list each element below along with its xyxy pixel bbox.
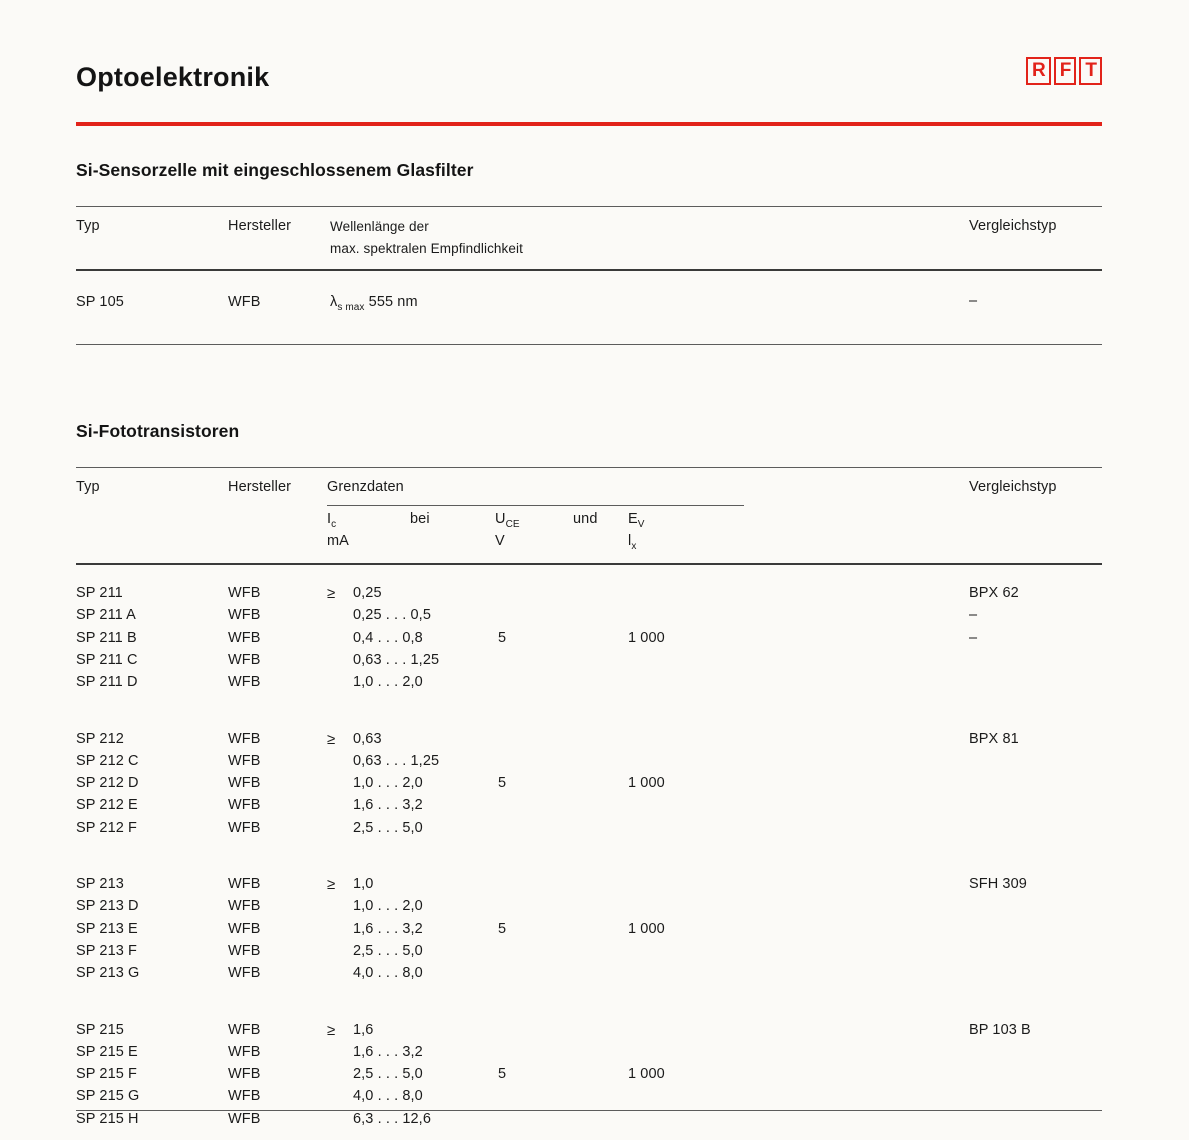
table2-cell-ic: 1,0 . . . 2,0	[353, 674, 423, 691]
table2-cell-typ: SP 213 G	[76, 965, 140, 982]
table2-cell-typ: SP 215 F	[76, 1066, 137, 1083]
table2-cell-hersteller: WFB	[228, 585, 261, 601]
table2-cell-typ: SP 213 E	[76, 920, 138, 937]
table2-cell-typ: SP 212 F	[76, 819, 137, 836]
table2-cell-ic: 4,0 . . . 8,0	[353, 965, 423, 982]
table2-header-unit-v: V	[495, 533, 505, 549]
table2-cell-ic: 1,6	[353, 1021, 374, 1038]
table2-cell-ic: 0,25	[353, 585, 382, 601]
table2-header-uce	[495, 511, 520, 530]
table2-cell-typ: SP 215 E	[76, 1043, 138, 1060]
header-red-rule	[76, 122, 1102, 126]
table2-header-rule	[76, 563, 1102, 565]
table2-cell-ic: 0,63	[353, 730, 382, 747]
document-header	[76, 0, 1102, 92]
table2-cell-hersteller: WFB	[228, 730, 261, 747]
table2-cell-ic: 1,0	[353, 876, 374, 892]
table2-bottom-rule	[76, 1110, 1102, 1111]
table2-cell-typ: SP 211	[76, 585, 123, 601]
table2-cell-uce: 5	[498, 920, 507, 937]
table2-cell-hersteller: WFB	[228, 752, 261, 769]
page-title: Optoelektronik	[76, 62, 270, 92]
table1-header-wellenlaenge-line1: Wellenlänge der	[330, 219, 429, 234]
table2-cell-hersteller: WFB	[228, 876, 261, 892]
section-heading-sensorzelle: Si-Sensorzelle mit eingeschlossenem Glasfilter	[76, 160, 474, 180]
lx-subscript: x	[631, 540, 637, 552]
table2-cell-typ: SP 215 H	[76, 1110, 139, 1127]
table1-header-hersteller: Hersteller	[228, 218, 292, 234]
table2-cell-typ: SP 211 C	[76, 651, 138, 668]
table1-bottom-rule	[76, 344, 1102, 345]
table2-cell-ic-prefix: ≥	[327, 730, 336, 748]
table2-cell-typ: SP 215 G	[76, 1088, 140, 1105]
table2-cell-hersteller: WFB	[228, 942, 261, 959]
table2-cell-ic: 0,63 . . . 1,25	[353, 651, 440, 668]
lx-symbol: l	[628, 533, 632, 549]
table2-cell-typ: SP 211 B	[76, 629, 137, 646]
ic-subscript: c	[331, 518, 337, 530]
table2-cell-typ: SP 211 D	[76, 674, 138, 691]
rft-logo	[1026, 57, 1102, 85]
table2-header-bei: bei	[410, 511, 430, 527]
table2-cell-ic: 1,6 . . . 3,2	[353, 797, 423, 814]
table2-cell-hersteller: WFB	[228, 797, 261, 814]
table2-header-hersteller: Hersteller	[228, 479, 292, 495]
table2-cell-typ: SP 212 D	[76, 775, 139, 792]
table2-top-rule	[76, 467, 1102, 468]
table1-header-vergleichstyp: Vergleichstyp	[969, 218, 1057, 234]
table1-header-wellenlaenge-line2: max. spektralen Empfindlichkeit	[330, 241, 523, 256]
table2-cell-typ: SP 213 D	[76, 898, 139, 915]
table2-header-ic	[327, 511, 336, 530]
uce-symbol: U	[495, 511, 506, 527]
table2-cell-hersteller: WFB	[228, 607, 261, 624]
table2-cell-vergleichstyp: BPX 62	[969, 585, 1019, 601]
wellenlaenge-value: 555 nm	[368, 294, 418, 310]
table2-cell-ic: 1,6 . . . 3,2	[353, 920, 423, 937]
table2-cell-vergleichstyp: –	[969, 607, 978, 624]
table2-cell-hersteller: WFB	[228, 1110, 261, 1127]
table2-header-und: und	[573, 511, 598, 527]
table2-cell-ic: 0,25 . . . 0,5	[353, 607, 431, 624]
table2-cell-typ: SP 212	[76, 730, 124, 747]
table2-header-unit-ma: mA	[327, 533, 349, 549]
table1-row-typ: SP 105	[76, 294, 124, 310]
table2-cell-uce: 5	[498, 1066, 507, 1083]
table2-cell-ic: 4,0 . . . 8,0	[353, 1088, 423, 1105]
table2-cell-ic: 0,63 . . . 1,25	[353, 752, 440, 769]
table2-cell-uce: 5	[498, 629, 507, 646]
table2-cell-ev: 1 000	[628, 920, 665, 937]
table2-cell-ic: 1,0 . . . 2,0	[353, 898, 423, 915]
ic-symbol: I	[327, 511, 332, 527]
table2-cell-uce: 5	[498, 775, 507, 792]
table2-cell-hersteller: WFB	[228, 819, 261, 836]
table2-cell-ic-prefix: ≥	[327, 876, 336, 893]
document-content	[76, 0, 1102, 1127]
table2-cell-hersteller: WFB	[228, 920, 261, 937]
table2-cell-ic-prefix: ≥	[327, 1021, 336, 1039]
table2-cell-typ: SP 215	[76, 1021, 124, 1038]
table2-cell-typ: SP 213 F	[76, 942, 137, 959]
table2-cell-hersteller: WFB	[228, 1066, 261, 1083]
table2-cell-vergleichstyp: BPX 81	[969, 730, 1019, 747]
table2-cell-hersteller: WFB	[228, 1043, 261, 1060]
table2-cell-typ: SP 213	[76, 876, 124, 892]
logo-letter-r: R	[1026, 57, 1051, 85]
ev-symbol: E	[628, 511, 638, 527]
lambda-symbol: λ	[330, 294, 338, 310]
table2-header-unit-lx	[628, 533, 636, 552]
table2-cell-hersteller: WFB	[228, 965, 261, 982]
table2-cell-hersteller: WFB	[228, 629, 261, 646]
table2-cell-ic-prefix: ≥	[327, 585, 336, 602]
table2-cell-ic: 1,6 . . . 3,2	[353, 1043, 423, 1060]
table2-cell-ic: 6,3 . . . 12,6	[353, 1110, 431, 1127]
table1-header-typ: Typ	[76, 218, 100, 234]
table2-cell-ev: 1 000	[628, 1066, 665, 1083]
table2-cell-ic: 0,4 . . . 0,8	[353, 629, 423, 646]
table1-top-rule	[76, 206, 1102, 207]
table2-cell-hersteller: WFB	[228, 898, 261, 915]
table2-cell-hersteller: WFB	[228, 674, 261, 691]
uce-subscript: CE	[505, 518, 520, 530]
table2-cell-ic: 1,0 . . . 2,0	[353, 775, 423, 792]
table2-cell-vergleichstyp: BP 103 B	[969, 1021, 1031, 1038]
table1-row-hersteller: WFB	[228, 294, 261, 310]
table2-header-ev	[628, 511, 645, 530]
table2-cell-ic: 2,5 . . . 5,0	[353, 819, 423, 836]
table1-header-rule	[76, 269, 1102, 271]
table2-cell-hersteller: WFB	[228, 775, 261, 792]
table2-grenzdaten-rule	[327, 505, 744, 506]
table2-cell-typ: SP 211 A	[76, 607, 136, 624]
table2-cell-hersteller: WFB	[228, 1021, 261, 1038]
lambda-subscript: s max	[337, 301, 365, 313]
table2-cell-ev: 1 000	[628, 775, 665, 792]
table2-cell-vergleichstyp: SFH 309	[969, 876, 1027, 892]
table2-cell-ic: 2,5 . . . 5,0	[353, 1066, 423, 1083]
section-heading-fototransistoren: Si-Fototransistoren	[76, 421, 240, 441]
logo-letter-f: F	[1054, 57, 1077, 85]
table2-cell-ev: 1 000	[628, 629, 665, 646]
table2-cell-vergleichstyp: –	[969, 629, 978, 646]
table1-row-vergleichstyp: –	[969, 293, 978, 309]
table2-header-typ: Typ	[76, 479, 100, 495]
table2-cell-typ: SP 212 C	[76, 752, 139, 769]
table2-cell-typ: SP 212 E	[76, 797, 138, 814]
ev-subscript: V	[637, 518, 645, 530]
table2-header-grenzdaten: Grenzdaten	[327, 479, 404, 495]
table1-row-wellenlaenge	[330, 294, 418, 313]
table2-cell-ic: 2,5 . . . 5,0	[353, 942, 423, 959]
logo-letter-t: T	[1079, 57, 1102, 85]
table2-cell-hersteller: WFB	[228, 651, 261, 668]
table2-header-vergleichstyp: Vergleichstyp	[969, 479, 1057, 495]
table2-cell-hersteller: WFB	[228, 1088, 261, 1105]
